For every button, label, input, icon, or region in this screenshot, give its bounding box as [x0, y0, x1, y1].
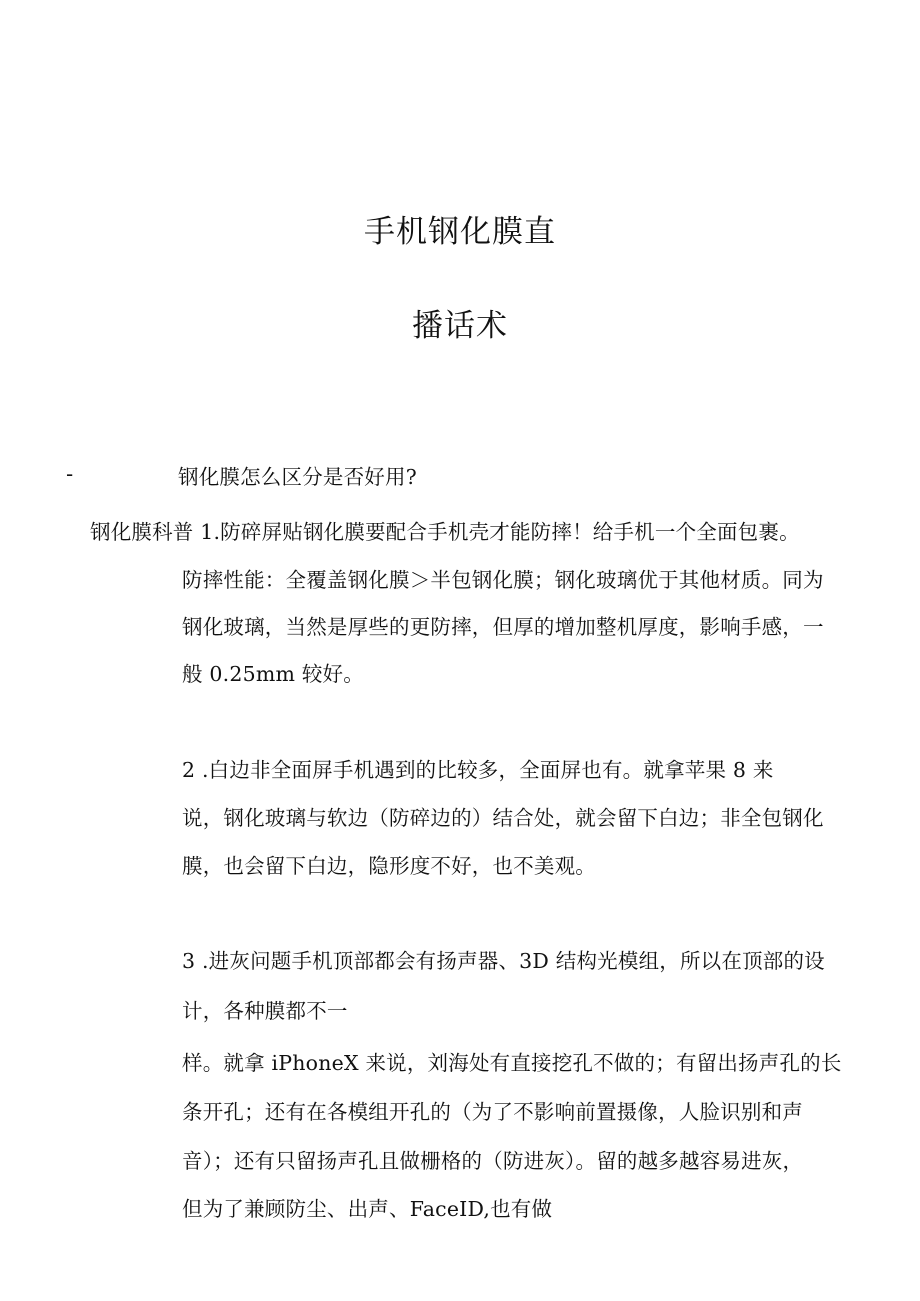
document-title-line-1: 手机钢化膜直 — [364, 214, 556, 250]
document-title-line-2: 播话术 — [412, 308, 508, 344]
section-bullet: - — [66, 462, 74, 486]
paragraph-line: 钢化膜科普 1.防碎屏贴钢化膜要配合手机壳才能防摔！给手机一个全面包裹。 — [90, 520, 800, 544]
paragraph-line: 但为了兼顾防尘、出声、FaceID,也有做 — [182, 1197, 553, 1221]
paragraph-line: 样。就拿 iPhoneX 来说，刘海处有直接挖孔不做的；有留出扬声孔的长 — [182, 1051, 842, 1075]
paragraph-line: 2 .白边非全面屏手机遇到的比较多，全面屏也有。就拿苹果 8 来 — [182, 758, 774, 782]
section-heading: 钢化膜怎么区分是否好用? — [178, 465, 417, 489]
paragraph-line: 计，各种膜都不一 — [182, 999, 348, 1023]
paragraph-line: 条开孔；还有在各模组开孔的（为了不影响前置摄像，人脸识别和声 — [182, 1100, 803, 1124]
paragraph-line: 说，钢化玻璃与软边（防碎边的）结合处，就会留下白边；非全包钢化 — [182, 806, 824, 830]
paragraph-line: 般 0.25mm 较好。 — [182, 662, 364, 686]
paragraph-line: 音）；还有只留扬声孔且做栅格的（防进灰）。留的越多越容易进灰， — [182, 1149, 804, 1173]
paragraph-line: 3 .进灰问题手机顶部都会有扬声器、3D 结构光模组，所以在顶部的设 — [182, 949, 825, 973]
paragraph-line: 防摔性能：全覆盖钢化膜＞半包钢化膜；钢化玻璃优于其他材质。同为 — [182, 568, 824, 592]
paragraph-line: 膜，也会留下白边，隐形度不好，也不美观。 — [182, 854, 596, 878]
paragraph-line: 钢化玻璃，当然是厚些的更防摔，但厚的增加整机厚度，影响手感，一 — [182, 615, 824, 639]
